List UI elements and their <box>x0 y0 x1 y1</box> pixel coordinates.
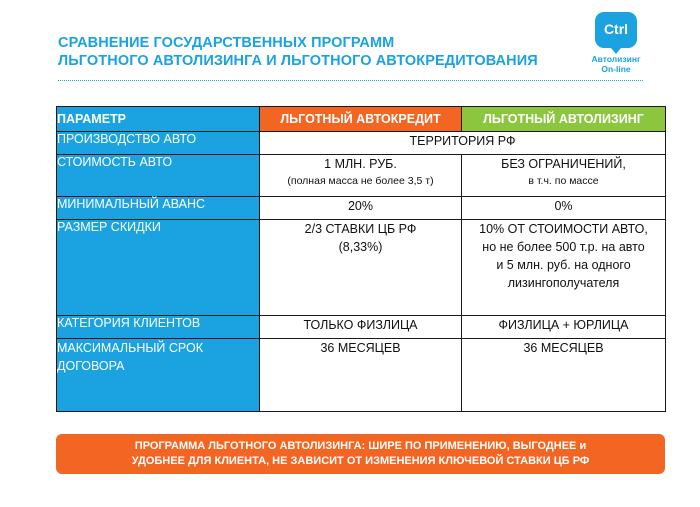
cell-clients-credit: ТОЛЬКО ФИЗЛИЦА <box>260 316 462 339</box>
cell-term-leasing: 36 МЕСЯЦЕВ <box>462 339 666 412</box>
row-label-term <box>57 339 260 412</box>
logo-text-line-2: On-line <box>601 64 631 74</box>
summary-banner <box>56 434 665 474</box>
comparison-table <box>56 106 666 412</box>
cell-term-credit: 36 МЕСЯЦЕВ <box>260 339 462 412</box>
table-row <box>57 220 666 316</box>
banner-line-1: ПРОГРАММА ЛЬГОТНОГО АВТОЛИЗИНГА: ШИРЕ ПО ПРИМЕНЕНИЮ, ВЫГОДНЕЕ и <box>134 440 587 452</box>
term-label-line-1: МАКСИМАЛЬНЫЙ СРОК <box>57 341 203 355</box>
row-label-production: ПРОИЗВОДСТВО АВТО <box>57 132 260 155</box>
cell-advance-credit: 20% <box>260 197 462 220</box>
cost-credit-note: (полная масса не более 3,5 т) <box>287 175 434 187</box>
cost-leasing-main: БЕЗ ОГРАНИЧЕНИЙ, <box>501 157 626 171</box>
table-row <box>57 339 666 412</box>
ctrl-logo-icon: Ctrl <box>595 12 637 48</box>
table-row <box>57 316 666 339</box>
discount-leasing-line-4: лизингополучателя <box>507 276 620 290</box>
cell-discount-leasing <box>462 220 666 316</box>
company-logo <box>588 12 644 74</box>
row-label-advance: МИНИМАЛЬНЫЙ АВАНС <box>57 197 260 220</box>
cost-credit-main: 1 МЛН. РУБ. <box>324 157 397 171</box>
row-label-clients: КАТЕГОРИЯ КЛИЕНТОВ <box>57 316 260 339</box>
cell-cost-credit <box>260 155 462 197</box>
discount-leasing-line-2: но не более 500 т.р. на авто <box>482 240 645 254</box>
header-credit: ЛЬГОТНЫЙ АВТОКРЕДИТ <box>260 107 462 132</box>
row-label-cost: СТОИМОСТЬ АВТО <box>57 155 260 197</box>
title-line-1: СРАВНЕНИЕ ГОСУДАРСТВЕННЫХ ПРОГРАММ <box>58 35 395 51</box>
cost-leasing-note: в т.ч. по массе <box>528 175 599 187</box>
header-param: ПАРАМЕТР <box>57 107 260 132</box>
discount-credit-line-2: (8,33%) <box>338 240 383 254</box>
header-leasing: ЛЬГОТНЫЙ АВТОЛИЗИНГ <box>462 107 666 132</box>
table-row <box>57 132 666 155</box>
cell-advance-leasing: 0% <box>462 197 666 220</box>
discount-leasing-line-1: 10% ОТ СТОИМОСТИ АВТО, <box>479 222 648 236</box>
title-line-2: ЛЬГОТНОГО АВТОЛИЗИНГА И ЛЬГОТНОГО АВТОКРЕДИТОВАНИЯ <box>58 53 538 69</box>
logo-text-line-1: Автолизинг <box>591 54 641 64</box>
page-title <box>58 34 578 70</box>
table-header-row <box>57 107 666 132</box>
banner-line-2: УДОБНЕЕ ДЛЯ КЛИЕНТА, НЕ ЗАВИСИТ ОТ ИЗМЕНЕНИЯ КЛЮЧЕВОЙ СТАВКИ ЦБ РФ <box>131 455 590 467</box>
discount-credit-line-1: 2/3 СТАВКИ ЦБ РФ <box>304 222 417 236</box>
dotted-divider <box>58 80 643 81</box>
table-row <box>57 155 666 197</box>
term-label-line-2: ДОГОВОРА <box>57 359 125 373</box>
discount-leasing-line-3: и 5 млн. руб. на одного <box>496 258 631 272</box>
cell-discount-credit <box>260 220 462 316</box>
cell-clients-leasing: ФИЗЛИЦА + ЮРЛИЦА <box>462 316 666 339</box>
row-label-discount: РАЗМЕР СКИДКИ <box>57 220 260 316</box>
cell-cost-leasing <box>462 155 666 197</box>
cell-production-both: ТЕРРИТОРИЯ РФ <box>260 132 666 155</box>
table-row <box>57 197 666 220</box>
